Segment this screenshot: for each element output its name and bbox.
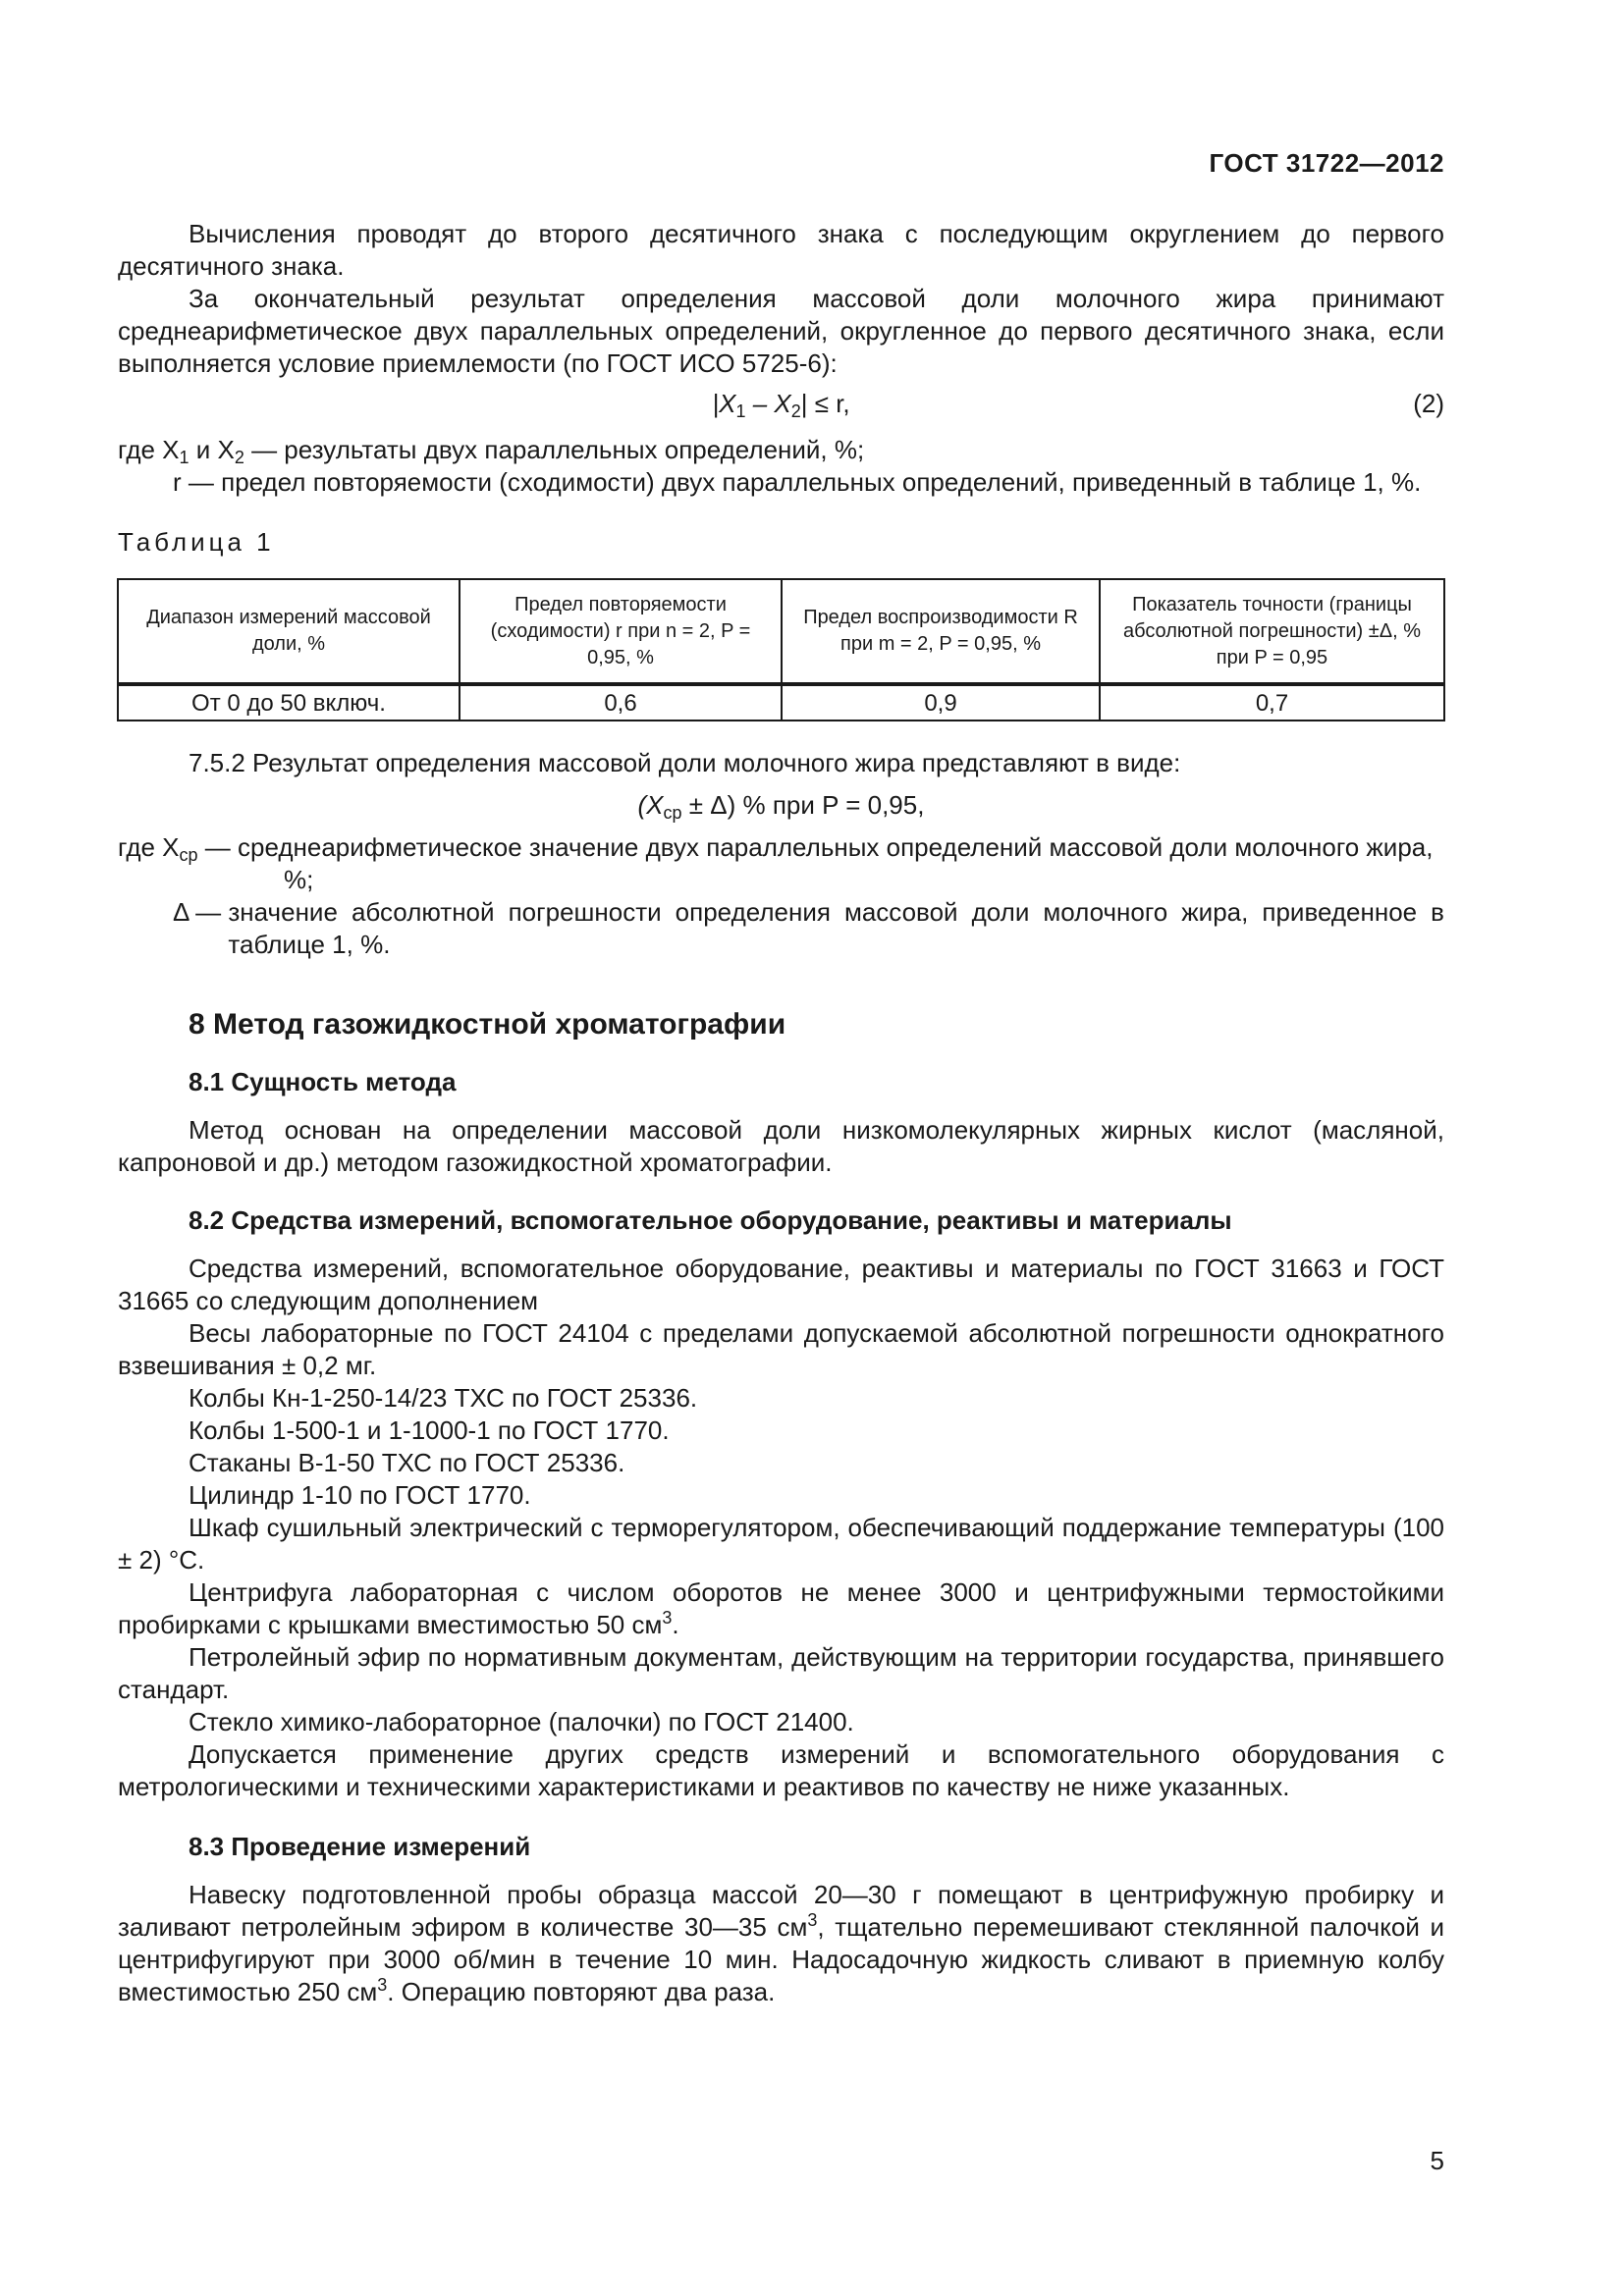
section-8-2-heading: 8.2 Средства измерений, вспомогательное оборудование, реактивы и материалы bbox=[189, 1205, 1232, 1235]
paragraph-8-3: Навеску подготовленной пробы образца массой 20—30 г помещают в центрифужную пробирку и заливают петролейным эфиром в количестве 30—35 $см^3$, тщательно перемешивают стеклянной палочкой и центрифугируют при 3000 об/мин в течение 10 мин. Надосадочную жидкость сливают в приемную колбу вместимостью 250 $см^3$. Операцию повторяют два раза. bbox=[118, 1880, 1445, 2006]
paragraph-final-result: За окончательный результат определения массовой доли молочного жира принимают среднеарифметическое двух параллельных определений, округленное до первого десятичного знака, если выполняется условие приемлемости (по ГОСТ ИСО 5725-6): bbox=[118, 284, 1444, 378]
table-header-cell: Предел воспроизводимости R при m = 2, P = 0,95, % bbox=[782, 579, 1100, 684]
table-header-row bbox=[118, 579, 1444, 684]
definition-r: r — предел повторяемости (сходимости) двух параллельных определений, приведенный в таблице 1, %. bbox=[173, 467, 1422, 497]
table-header-cell: Диапазон измерений массовой доли, % bbox=[118, 579, 460, 684]
table-caption: Таблица 1 bbox=[118, 527, 275, 557]
list-item: Шкаф сушильный электрический с терморегулятором, обеспечивающий поддержание температуры (100 ± 2) °С. bbox=[118, 1513, 1444, 1575]
table-cell: 0,6 bbox=[460, 684, 782, 721]
list-item: Петролейный эфир по нормативным документам, действующим на территории государства, принявшего стандарт. bbox=[118, 1642, 1444, 1704]
equation-result: $(X_{ср} \pm \Delta)$ % при P = 0,95, bbox=[637, 790, 925, 823]
page-number: 5 bbox=[1430, 2146, 1444, 2175]
table-header-cell: Предел повторяемости (сходимости) r при n = 2, P = 0,95, % bbox=[460, 579, 782, 684]
equation-number: (2) bbox=[1413, 389, 1444, 418]
paragraph-rounding: Вычисления проводят до второго десятичного знака с последующим округлением до первого десятичного знака. bbox=[118, 219, 1444, 281]
section-8-1-heading: 8.1 Сущность метода bbox=[189, 1067, 457, 1096]
definition-x1-x2: где $X_1$ и $X_2$ — результаты двух параллельных определений, %; bbox=[118, 435, 865, 467]
paragraph-8-1: Метод основан на определении массовой доли низкомолекулярных жирных кислот (масляной, капроновой и др.) методом газожидкостной хроматографии. bbox=[118, 1115, 1444, 1177]
table-header-cell: Показатель точности (границы абсолютной погрешности) ±Δ, % при P = 0,95 bbox=[1100, 579, 1444, 684]
standard-header: ГОСТ 31722—2012 bbox=[1209, 148, 1444, 178]
section-8-3-heading: 8.3 Проведение измерений bbox=[189, 1832, 531, 1861]
table-cell: 0,7 bbox=[1100, 684, 1444, 721]
list-item: Стаканы В-1-50 ТХС по ГОСТ 25336. bbox=[189, 1448, 625, 1477]
list-item: Цилиндр 1-10 по ГОСТ 1770. bbox=[189, 1480, 531, 1510]
section-8-heading: 8 Метод газожидкостной хроматографии bbox=[189, 1008, 786, 1041]
accuracy-table bbox=[117, 578, 1445, 721]
definition-delta: Δ — значение абсолютной погрешности определения массовой доли молочного жира, приведенное в таблице 1, %. bbox=[173, 897, 1444, 959]
table-cell: 0,9 bbox=[782, 684, 1100, 721]
list-item: Средства измерений, вспомогательное оборудование, реактивы и материалы по ГОСТ 31663 и ГОСТ 31665 со следующим дополнением bbox=[118, 1254, 1444, 1315]
paragraph-7-5-2: 7.5.2 Результат определения массовой доли молочного жира представляют в виде: bbox=[189, 748, 1181, 777]
definition-x-avg: где $X_{ср}$ — среднеарифметическое значение двух параллельных определений массовой доли молочного жира, %; bbox=[118, 832, 1434, 894]
list-item-centrifuge: Центрифуга лабораторная с числом оборотов не менее 3000 и центрифужными термостойкими пробирками с крышками вместимостью 50 $см^3$. bbox=[118, 1577, 1444, 1639]
page-content bbox=[118, 218, 1444, 2008]
list-item: Весы лабораторные по ГОСТ 24104 с пределами допускаемой абсолютной погрешности однократного взвешивания ± 0,2 мг. bbox=[118, 1318, 1444, 1380]
equation-2-body: $|X_1 - X_2| \le r$, bbox=[712, 389, 850, 421]
equation-2 bbox=[118, 388, 1444, 420]
list-item: Колбы 1-500-1 и 1-1000-1 по ГОСТ 1770. bbox=[189, 1415, 670, 1445]
table-row bbox=[118, 684, 1444, 721]
list-item: Стекло химико-лабораторное (палочки) по ГОСТ 21400. bbox=[189, 1707, 854, 1736]
list-item: Колбы Кн-1-250-14/23 ТХС по ГОСТ 25336. bbox=[189, 1383, 698, 1413]
table-cell: От 0 до 50 включ. bbox=[118, 684, 460, 721]
list-item: Допускается применение других средств измерений и вспомогательного оборудования с метрологическими и техническими характеристиками и реактивов по качеству не ниже указанных. bbox=[118, 1739, 1444, 1801]
